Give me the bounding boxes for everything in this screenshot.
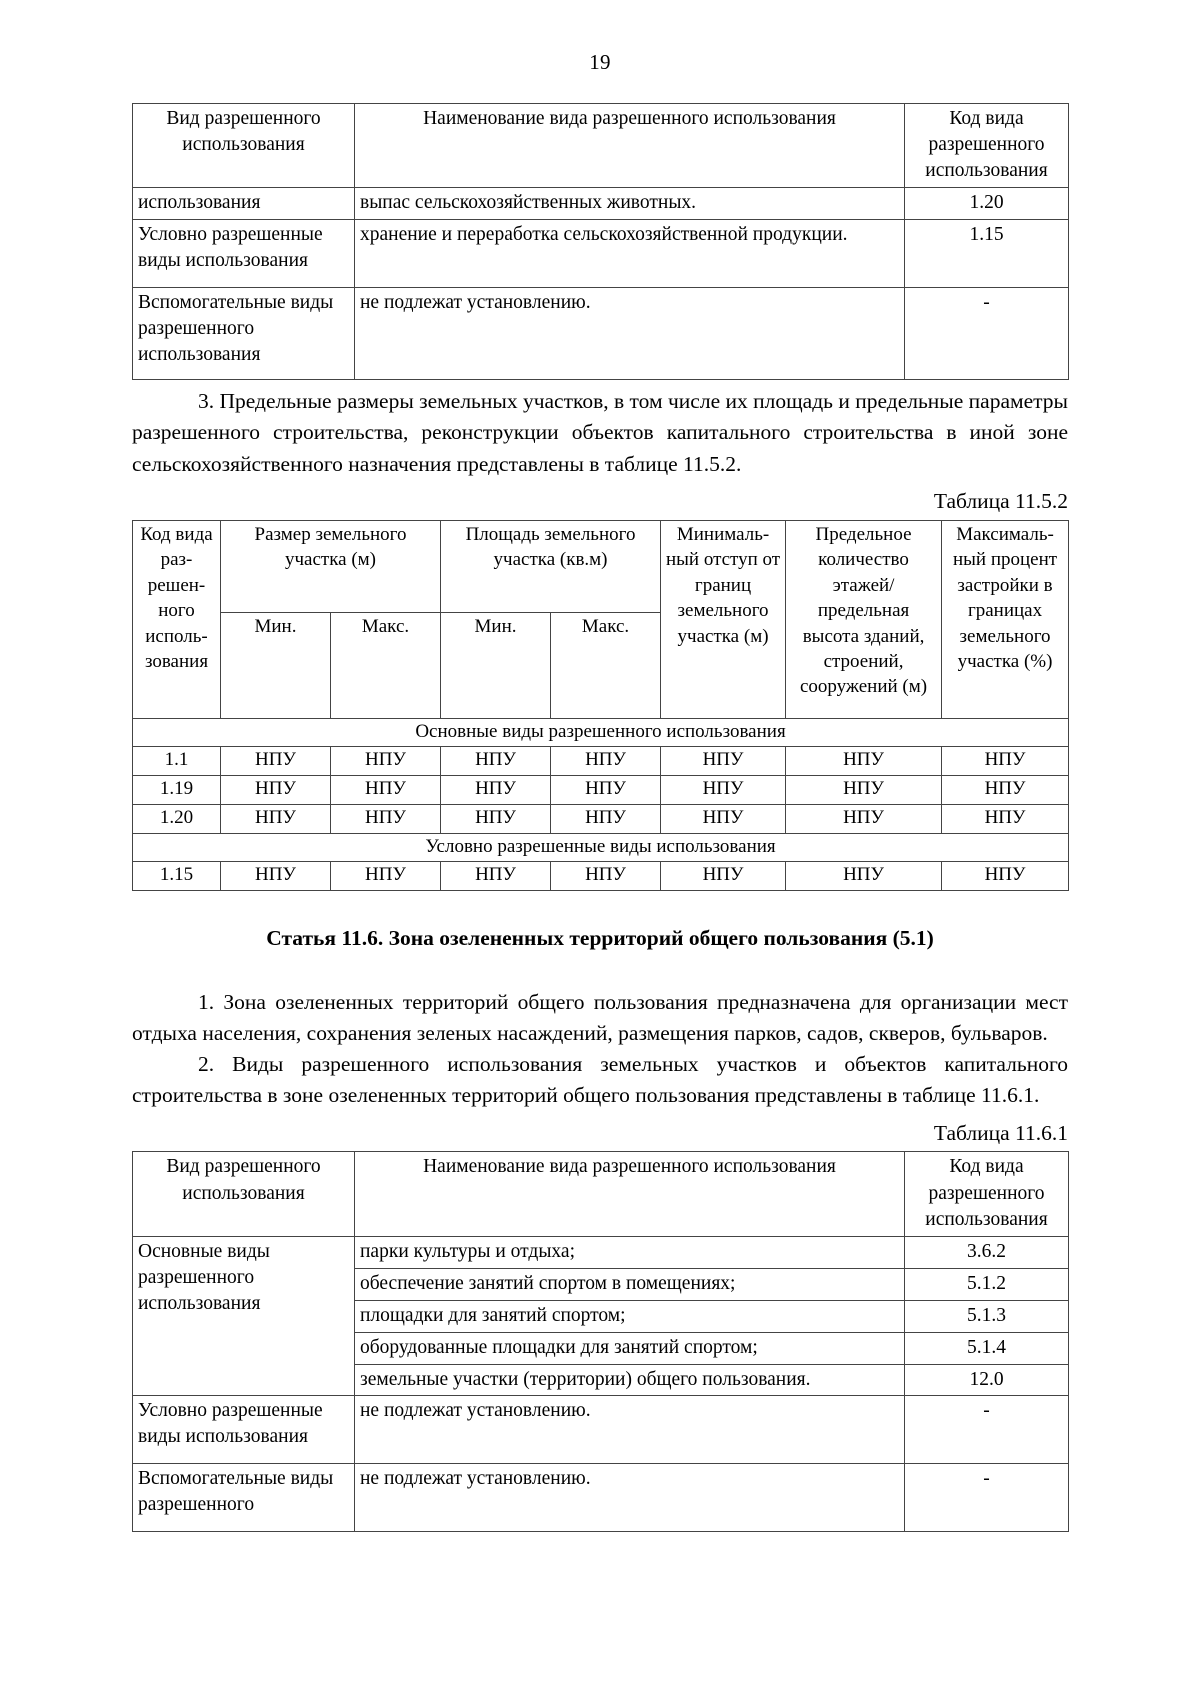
header-cell-size-min: Мин. [221, 612, 331, 718]
cell-kind: использования [133, 188, 355, 220]
table-11-5-1-continued [132, 103, 1069, 380]
cell-name: оборудованные площадки для занятий спортом; [355, 1332, 905, 1364]
header-cell-size-max: Макс. [331, 612, 441, 718]
cell-floors: НПУ [786, 862, 942, 891]
cell-name: хранение и переработка сельскохозяйственной продукции. [355, 220, 905, 288]
cell-size-min: НПУ [221, 747, 331, 776]
cell-size-min: НПУ [221, 776, 331, 805]
table-row [133, 862, 1069, 891]
cell-setback: НПУ [661, 747, 786, 776]
cell-coverage: НПУ [942, 804, 1069, 833]
cell-code: 3.6.2 [905, 1236, 1069, 1268]
cell-size-max: НПУ [331, 862, 441, 891]
cell-area-min: НПУ [441, 747, 551, 776]
header-cell-area-group: Площадь земельного участка (кв.м) [441, 520, 661, 612]
header-cell-code: Код вида разрешенного использования [905, 104, 1069, 188]
section-row-main [133, 718, 1069, 747]
cell-code: 5.1.4 [905, 1332, 1069, 1364]
cell-code: 1.15 [905, 220, 1069, 288]
cell-area-min: НПУ [441, 804, 551, 833]
cell-name: не подлежат установлению. [355, 1396, 905, 1464]
cell-size-min: НПУ [221, 804, 331, 833]
header-cell-kind: Вид разрешенного использования [133, 104, 355, 188]
cell-size-max: НПУ [331, 747, 441, 776]
cell-name: не подлежат установлению. [355, 288, 905, 380]
cell-setback: НПУ [661, 862, 786, 891]
paragraph-3: 3. Предельные размеры земельных участков, в том числе их площадь и предельные параметры разрешенного строительства, реконструкции объектов капитального строительства в иной зоне сельскохозяйственного назначения представлены в таблице 11.5.2. [132, 389, 1068, 476]
cell-name: площадки для занятий спортом; [355, 1300, 905, 1332]
header-cell-size-group: Размер земельного участка (м) [221, 520, 441, 612]
cell-name: парки культуры и отдыха; [355, 1236, 905, 1268]
header-cell-code: Код вида разрешенного использования [905, 1152, 1069, 1236]
table-row [133, 776, 1069, 805]
cell-code: 1.20 [905, 188, 1069, 220]
table-11-6-1 [132, 1151, 1069, 1532]
cell-name: обеспечение занятий спортом в помещениях; [355, 1268, 905, 1300]
article-title-11-6: Статья 11.6. Зона озелененных территорий общего пользования (5.1) [266, 925, 934, 950]
cell-area-min: НПУ [441, 776, 551, 805]
cell-area-max: НПУ [551, 747, 661, 776]
cell-code: 1.20 [133, 804, 221, 833]
article-11-6-paragraph-1: 1. Зона озелененных территорий общего пользования предназначена для организации мест отдыха населения, сохранения зеленых насаждений, размещения парков, садов, скверов, бульваров. [132, 989, 1068, 1045]
table-row [133, 747, 1069, 776]
cell-floors: НПУ [786, 804, 942, 833]
header-cell-kind: Вид разрешенного использования [133, 1152, 355, 1236]
table-row [133, 1464, 1069, 1532]
cell-code: 5.1.2 [905, 1268, 1069, 1300]
cell-area-max: НПУ [551, 862, 661, 891]
page-content [132, 103, 1068, 1532]
cell-floors: НПУ [786, 776, 942, 805]
cell-code: - [905, 288, 1069, 380]
caption-table-11-6-1: Таблица 11.6.1 [933, 1120, 1068, 1145]
header-cell-setback: Минималь-ный отступ от границ земельного участка (м) [661, 520, 786, 718]
cell-code: - [905, 1464, 1069, 1532]
header-cell-area-min: Мин. [441, 612, 551, 718]
cell-size-max: НПУ [331, 804, 441, 833]
table-row [133, 220, 1069, 288]
page-number: 19 [589, 50, 611, 74]
table-row [133, 1236, 1069, 1268]
cell-code: 1.15 [133, 862, 221, 891]
table-header-row [133, 104, 1069, 188]
header-cell-floors: Предельное количество этажей/ предельная высота зданий, строений, сооружений (м) [786, 520, 942, 718]
section-label-main: Основные виды разрешенного использования [133, 718, 1069, 747]
cell-kind-conditional: Условно разрешенные виды использования [133, 1396, 355, 1464]
cell-kind: Вспомогательные виды разрешенного использования [133, 288, 355, 380]
header-cell-name: Наименование вида разрешенного использования [355, 104, 905, 188]
table-row [133, 1396, 1069, 1464]
cell-area-max: НПУ [551, 804, 661, 833]
article-11-6-paragraph-2: 2. Виды разрешенного использования земельных участков и объектов капитального строительства в зоне озелененных территорий общего пользования представлены в таблице 11.6.1. [132, 1052, 1068, 1108]
cell-code: - [905, 1396, 1069, 1464]
cell-code: 12.0 [905, 1364, 1069, 1396]
header-cell-coverage: Максималь-ный процент застройки в границах земельного участка (%) [942, 520, 1069, 718]
cell-code: 1.19 [133, 776, 221, 805]
caption-table-11-5-2: Таблица 11.5.2 [933, 488, 1068, 513]
table-row [133, 188, 1069, 220]
cell-kind-main: Основные виды разрешенного использования [133, 1236, 355, 1396]
cell-coverage: НПУ [942, 862, 1069, 891]
header-cell-name: Наименование вида разрешенного использования [355, 1152, 905, 1236]
cell-area-max: НПУ [551, 776, 661, 805]
section-row-conditional [133, 833, 1069, 862]
table-row [133, 804, 1069, 833]
table-11-5-2 [132, 520, 1069, 891]
cell-coverage: НПУ [942, 747, 1069, 776]
cell-kind: Условно разрешенные виды использования [133, 220, 355, 288]
cell-code: 1.1 [133, 747, 221, 776]
cell-area-min: НПУ [441, 862, 551, 891]
cell-setback: НПУ [661, 804, 786, 833]
cell-size-max: НПУ [331, 776, 441, 805]
cell-code: 5.1.3 [905, 1300, 1069, 1332]
section-label-conditional: Условно разрешенные виды использования [133, 833, 1069, 862]
cell-coverage: НПУ [942, 776, 1069, 805]
cell-name: земельные участки (территории) общего пользования. [355, 1364, 905, 1396]
table-row [133, 288, 1069, 380]
cell-floors: НПУ [786, 747, 942, 776]
header-cell-area-max: Макс. [551, 612, 661, 718]
table-header-row [133, 1152, 1069, 1236]
cell-setback: НПУ [661, 776, 786, 805]
cell-name: выпас сельскохозяйственных животных. [355, 188, 905, 220]
cell-size-min: НПУ [221, 862, 331, 891]
header-cell-code: Код вида раз-решен-ного исполь-зования [133, 520, 221, 718]
table-header-row-1 [133, 520, 1069, 612]
cell-name: не подлежат установлению. [355, 1464, 905, 1532]
cell-kind-auxiliary: Вспомогательные виды разрешенного [133, 1464, 355, 1532]
